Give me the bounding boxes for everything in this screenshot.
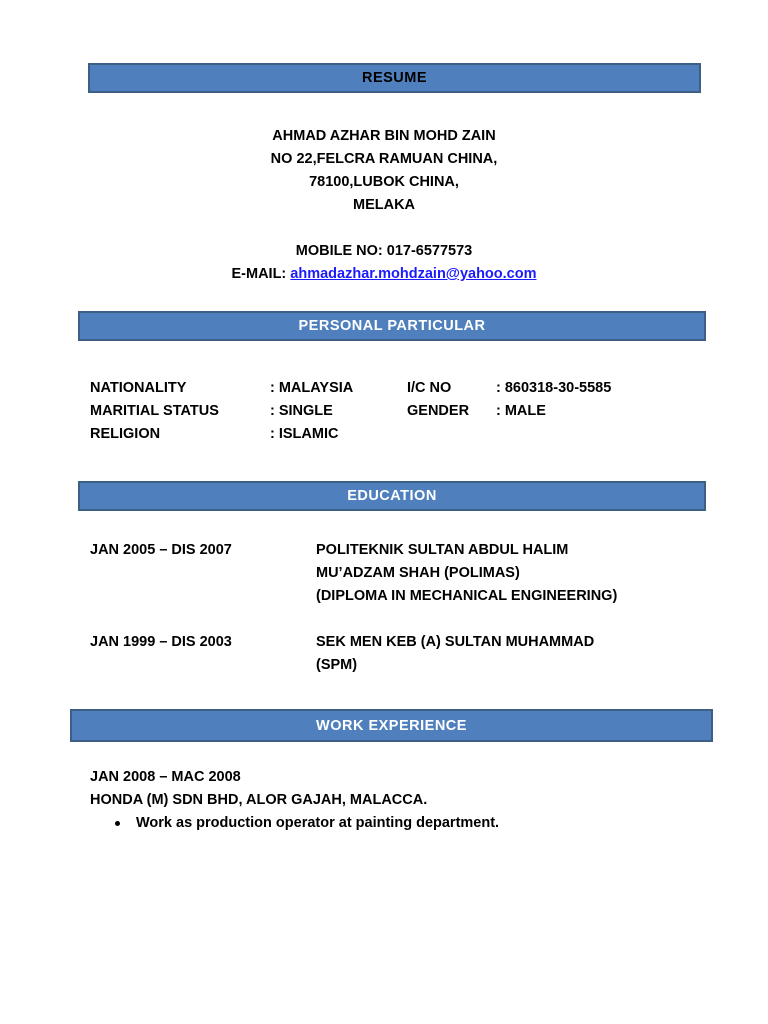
nationality-label: NATIONALITY <box>90 380 187 396</box>
section-header-resume <box>88 63 701 93</box>
section-header-education <box>78 481 706 511</box>
education-line: (SPM) <box>316 657 358 673</box>
bullet-icon <box>115 821 120 826</box>
education-line: POLITEKNIK SULTAN ABDUL HALIM <box>316 542 569 558</box>
address-line-2: 78100,LUBOK CHINA, <box>309 174 459 190</box>
marital-label: MARITIAL STATUS <box>90 403 219 419</box>
ic-value: : 860318-30-5585 <box>496 380 612 396</box>
gender-label: GENDER <box>407 403 470 419</box>
work-company: HONDA (M) SDN BHD, ALOR GAJAH, MALACCA. <box>90 792 428 808</box>
spacer <box>0 217 768 240</box>
email-link[interactable]: ahmadazhar.mohdzain@yahoo.com <box>290 266 537 282</box>
email-line <box>0 263 768 286</box>
section-title-education: EDUCATION <box>347 488 437 504</box>
education-line: (DIPLOMA IN MECHANICAL ENGINEERING) <box>316 588 618 604</box>
work-duty: Work as production operator at painting department. <box>136 815 500 831</box>
mobile-number: MOBILE NO: 017-6577573 <box>295 243 473 259</box>
address-line-1: NO 22,FELCRA RAMUAN CHINA, <box>270 151 498 167</box>
ic-label: I/C NO <box>407 380 452 396</box>
marital-value: : SINGLE <box>270 403 333 419</box>
work-period: JAN 2008 – MAC 2008 <box>90 769 241 785</box>
nationality-value: : MALAYSIA <box>270 380 354 396</box>
education-line: MU’ADZAM SHAH (POLIMAS) <box>316 565 520 581</box>
education-period-1: JAN 2005 – DIS 2007 <box>90 542 232 558</box>
applicant-name: AHMAD AZHAR BIN MOHD ZAIN <box>272 128 496 144</box>
religion-value: : ISLAMIC <box>270 426 339 442</box>
section-title-personal: PERSONAL PARTICULAR <box>298 318 486 334</box>
address-line-3: MELAKA <box>352 197 416 213</box>
section-title-work: WORK EXPERIENCE <box>316 717 467 734</box>
contact-block <box>0 125 768 286</box>
religion-label: RELIGION <box>90 426 161 442</box>
education-line: SEK MEN KEB (A) SULTAN MUHAMMAD <box>316 634 595 650</box>
email-label: E-MAIL: <box>231 266 287 282</box>
section-title-resume: RESUME <box>361 70 428 86</box>
section-header-personal <box>78 311 706 341</box>
education-period-2: JAN 1999 – DIS 2003 <box>90 634 232 650</box>
gender-value: : MALE <box>496 403 546 419</box>
section-header-work <box>70 709 713 742</box>
